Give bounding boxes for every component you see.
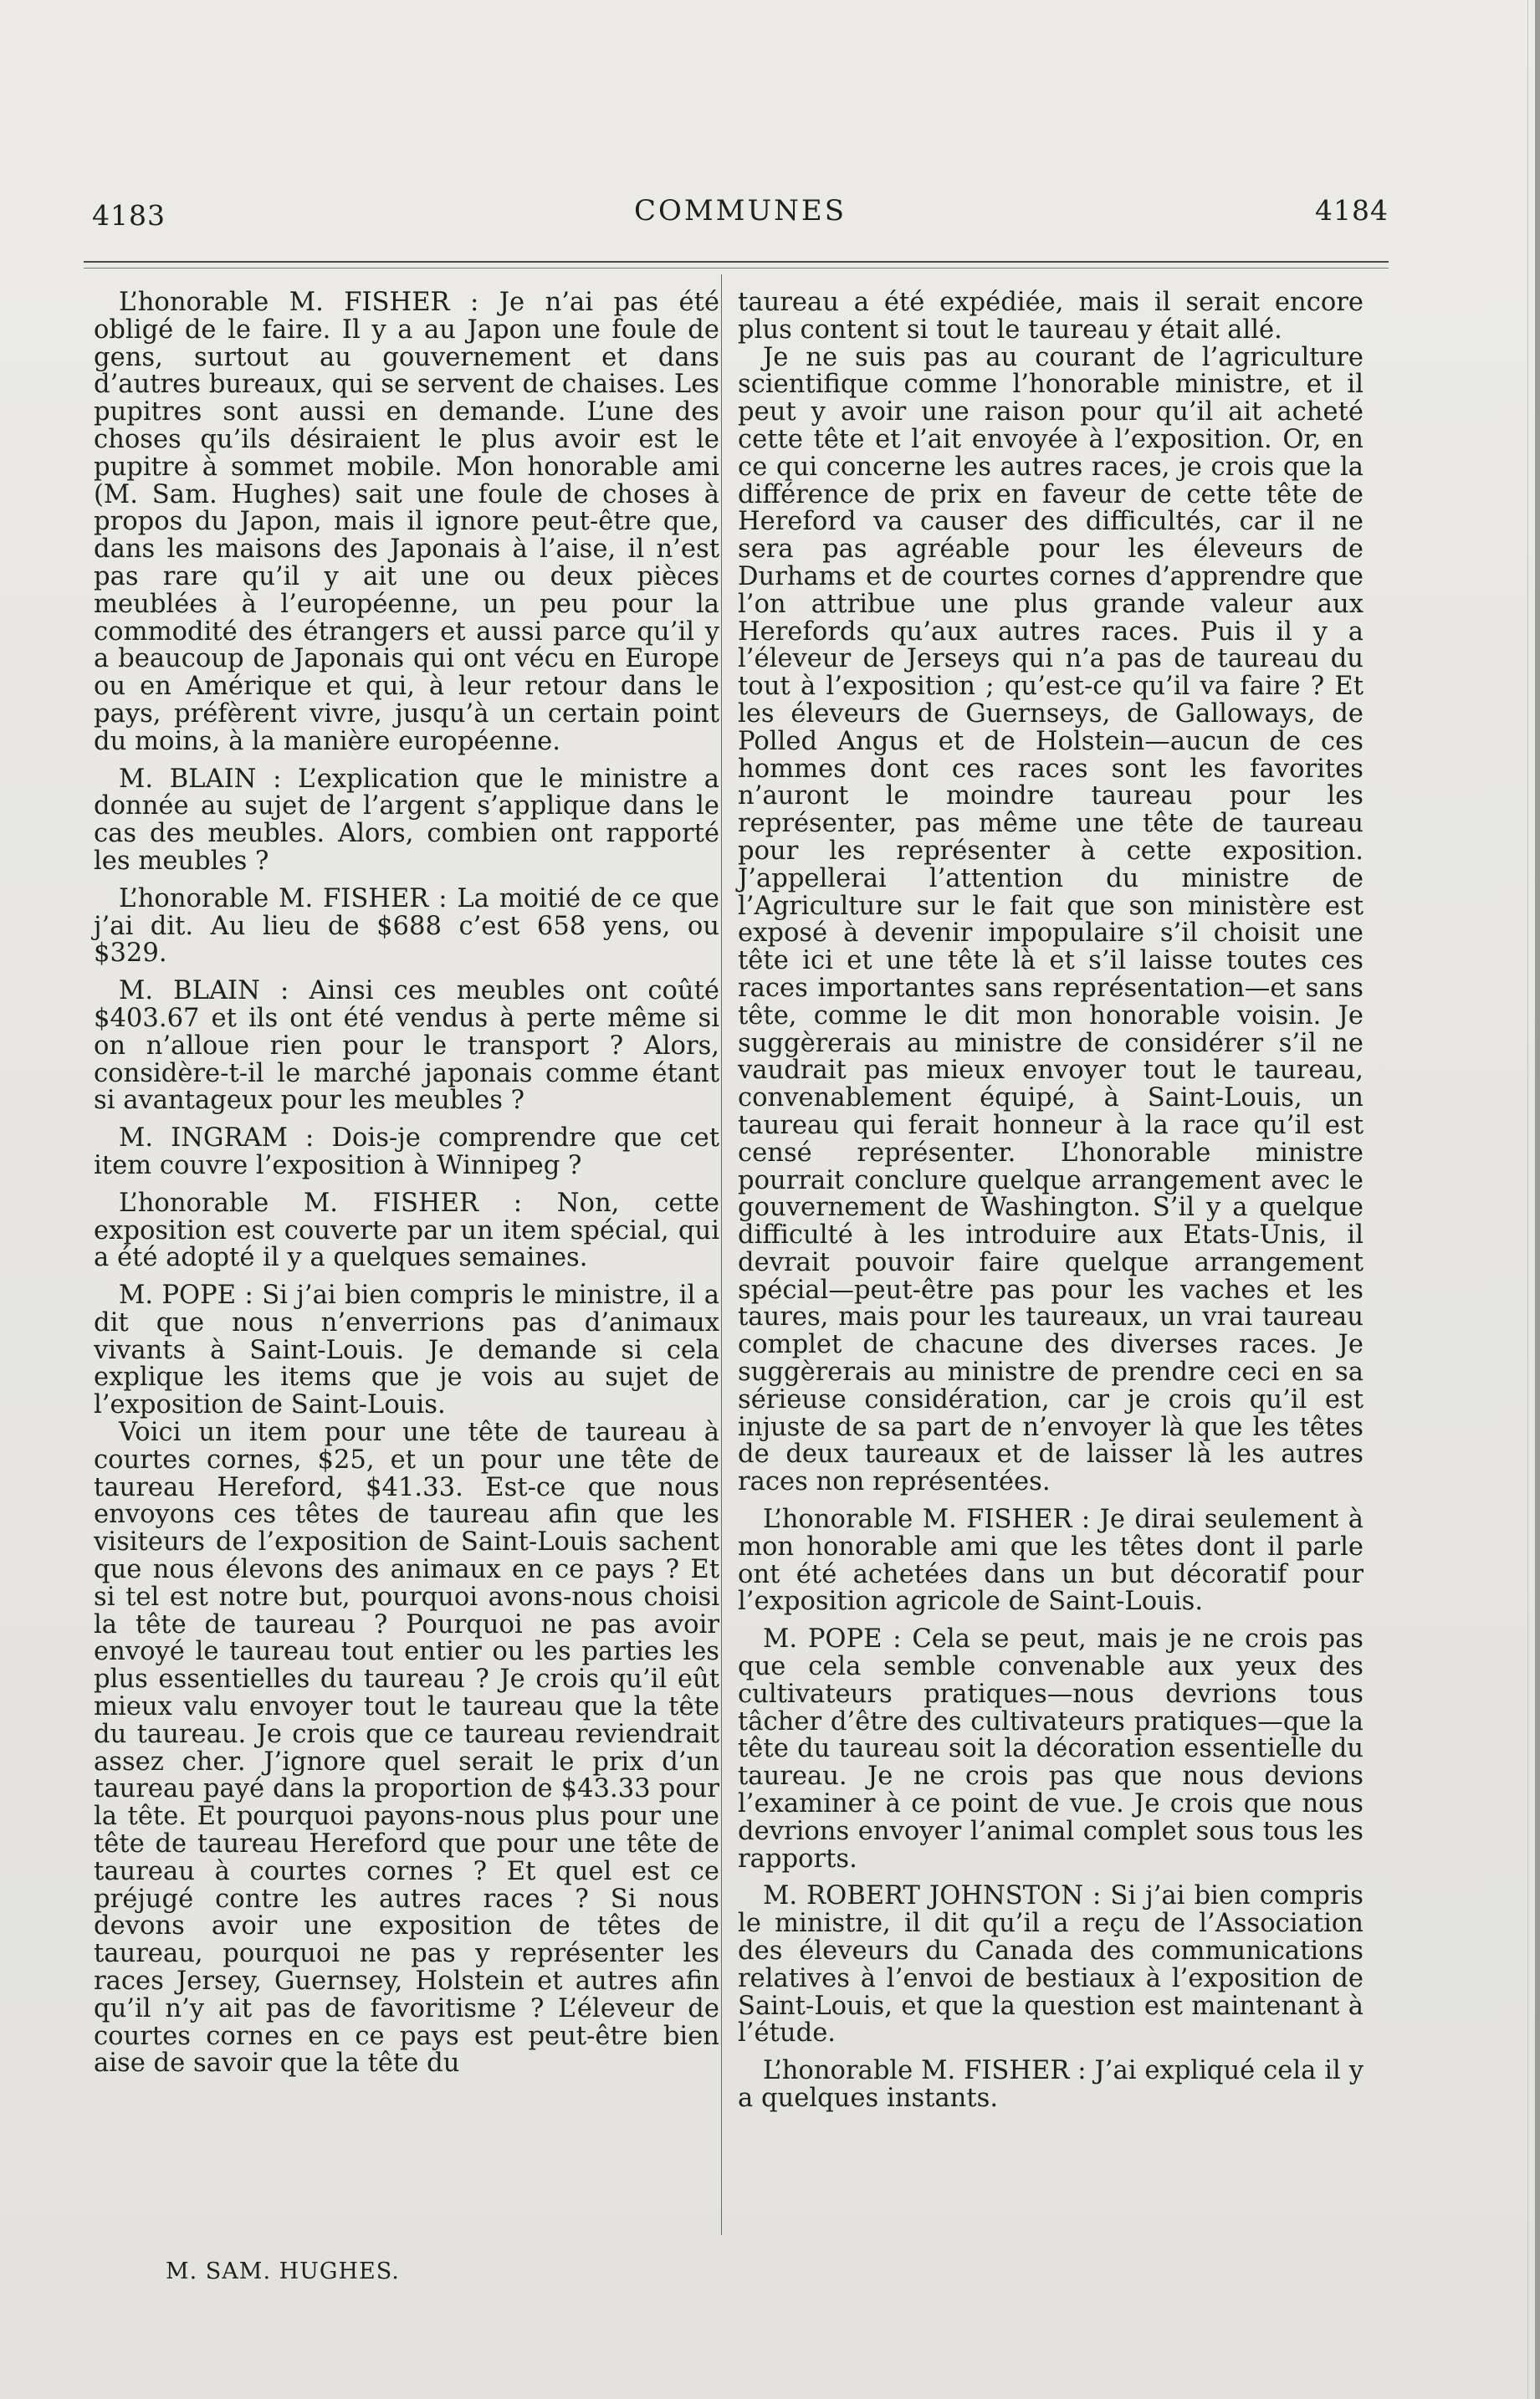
paragraph: L’honorable M. FISHER : J’ai expliqué cela il y a quelques instants.	[738, 2056, 1363, 2113]
paragraph: taureau a été expédiée, mais il serait encore plus content si tout le taureau y était allé.	[738, 288, 1363, 345]
paragraph: M. ROBERT JOHNSTON : Si j’ai bien compris le ministre, il dit qu’il a reçu de l’Association des éleveurs du Canada des communications relatives à l’envoi de bestiaux à l’exposition de Saint-Louis, et que la question est maintenant à l’étude.	[738, 1881, 1363, 2049]
left-column	[94, 289, 719, 2078]
paragraph: M. POPE : Cela se peut, mais je ne crois pas que cela semble convenable aux yeux des cultivateurs pratiques—nous devrions tous tâcher d’être des cultivateurs pratiques—que la tête du taureau soit la décoration essentielle du taureau. Je ne crois pas que nous devions l’examiner à ce point de vue. Je crois que nous devrions envoyer l’animal complet sous tous les rapports.	[738, 1624, 1363, 1874]
paragraph: M. POPE : Si j’ai bien compris le ministre, il a dit que nous n’enverrions pas d’animaux vivants à Saint-Louis. Je demande si cela explique les items que je vois au sujet de l’exposition de Saint-Louis.	[94, 1281, 719, 1420]
header-rule	[84, 261, 1389, 263]
footer-speaker: M. SAM. HUGHES.	[166, 2258, 400, 2284]
page-fold-line	[1527, 0, 1528, 2399]
column-divider	[721, 274, 722, 2235]
paragraph: M. INGRAM : Dois-je comprendre que cet item couvre l’exposition à Winnipeg ?	[94, 1123, 719, 1180]
page-number-right: 4184	[1315, 194, 1389, 227]
paragraph: Voici un item pour une tête de taureau à courtes cornes, $25, et un pour une tête de taureau Hereford, $41.33. Est-ce que nous envoyons ces têtes de taureau afin que les visiteurs de l’exposition de Saint-Louis sachent que nous élevons des animaux en ce pays ? Et si tel est notre but, pourquoi avons-nous choisi la tête de taureau ? Pourquoi ne pas avoir envoyé le taureau tout entier ou les parties les plus essentielles du taureau ? Je crois qu’il eût mieux valu envoyer tout le taureau que la tête du taureau. Je crois que ce taureau reviendrait assez cher. J’ignore quel serait le prix d’un taureau payé dans la proportion de $43.33 pour la tête. Et pourquoi payons-nous plus pour une tête de taureau Hereford que pour une tête de taureau à courtes cornes ? Et quel est ce préjugé contre les autres races ? Si nous devons avoir une exposition de têtes de taureau, pourquoi ne pas y représenter les races Jersey, Guernsey, Holstein et autres afin qu’il n’y ait pas de favoritisme ? L’éleveur de courtes cornes en ce pays est peut-être bien aise de savoir que la tête du	[94, 1418, 719, 2079]
paragraph: Je ne suis pas au courant de l’agriculture scientifique comme l’honorable ministre, et il peut y avoir une raison pour qu’il ait acheté cette tête et l’ait envoyée à l’exposition. Or, en ce qui concerne les autres races, je crois que la différence de prix en faveur de cette tête de Hereford va causer des difficultés, car il ne sera pas agréable pour les éleveurs de Durhams et de courtes cornes d’apprendre que l’on attribue une plus grande valeur aux Herefords qu’aux autres races. Puis il y a l’éleveur de Jerseys qui n’a pas de taureau du tout à l’exposition ; qu’est-ce qu’il va faire ? Et les éleveurs de Guernseys, de Galloways, de Polled Angus et de Holstein—aucun de ces hommes dont ces races sont les favorites n’auront le moindre taureau pour les représenter, pas même une tête de taureau pour les représenter à cette exposition. J’appellerai l’attention du ministre de l’Agriculture sur le fait que son ministère est exposé à devenir impopulaire s’il choisit une tête ici et une tête là et s’il laisse toutes ces races importantes sans représentation—et sans tête, comme le dit mon honorable voisin. Je suggèrerais au ministre de considérer s’il ne vaudrait pas mieux envoyer tout le taureau, convenablement équipé, à Saint-Louis, un taureau qui ferait honneur à la race qu’il est censé représenter. L’honorable ministre pourrait conclure quelque arrangement avec le gouvernement de Washington. S’il y a quelque difficulté à les introduire aux Etats-Unis, il devrait pouvoir faire quelque arrangement spécial—peut-être pas pour les vaches et les taures, mais pour les taureaux, un vrai taureau complet de chacune des diverses races. Je suggèrerais au ministre de prendre ceci en sa sérieuse considération, car je crois qu’il est injuste de sa part de n’envoyer là que les têtes de deux taureaux et de laisser là les autres races non représentées.	[738, 342, 1363, 1497]
running-title: COMMUNES	[633, 194, 847, 228]
paragraph: L’honorable M. FISHER : Je dirai seulement à mon honorable ami que les têtes dont il parle ont été achetées dans un but décoratif pour l’exposition agricole de Saint-Louis.	[738, 1505, 1363, 1617]
right-column	[738, 289, 1363, 2113]
paragraph: M. BLAIN : Ainsi ces meubles ont coûté $403.67 et ils ont été vendus à perte même si on n’alloue rien pour le transport ? Alors, considère-t-il le marché japonais comme étant si avantageux pour les meubles ?	[94, 976, 719, 1116]
page-edge	[1535, 0, 1540, 2399]
paragraph: L’honorable M. FISHER : Je n’ai pas été obligé de le faire. Il y a au Japon une foule de gens, surtout au gouvernement et dans d’autres bureaux, qui se servent de chaises. Les pupitres sont aussi en demande. L’une des choses qu’ils désiraient le plus avoir est le pupitre à sommet mobile. Mon honorable ami (M. Sam. Hughes) sait une foule de choses à propos du Japon, mais il ignore peut-être que, dans les maisons des Japonais à l’aise, il n’est pas rare qu’il y ait une ou deux pièces meublées à l’européenne, un peu pour la commodité des étrangers et aussi parce qu’il y a beaucoup de Japonais qui ont vécu en Europe ou en Amérique et qui, à leur retour dans le pays, préfèrent vivre, jusqu’à un certain point du moins, à la manière européenne.	[94, 288, 719, 756]
page-number-left: 4183	[92, 199, 166, 232]
paragraph: L’honorable M. FISHER : Non, cette exposition est couverte par un item spécial, qui a été adopté il y a quelques semaines.	[94, 1188, 719, 1273]
header-rule-thin	[84, 268, 1389, 269]
paragraph: M. BLAIN : L’explication que le ministre a donnée au sujet de l’argent s’applique dans le cas des meubles. Alors, combien ont rapporté les meubles ?	[94, 764, 719, 876]
page-header	[92, 194, 1389, 234]
paragraph: L’honorable M. FISHER : La moitié de ce que j’ai dit. Au lieu de $688 c’est 658 yens, ou $329.	[94, 883, 719, 969]
